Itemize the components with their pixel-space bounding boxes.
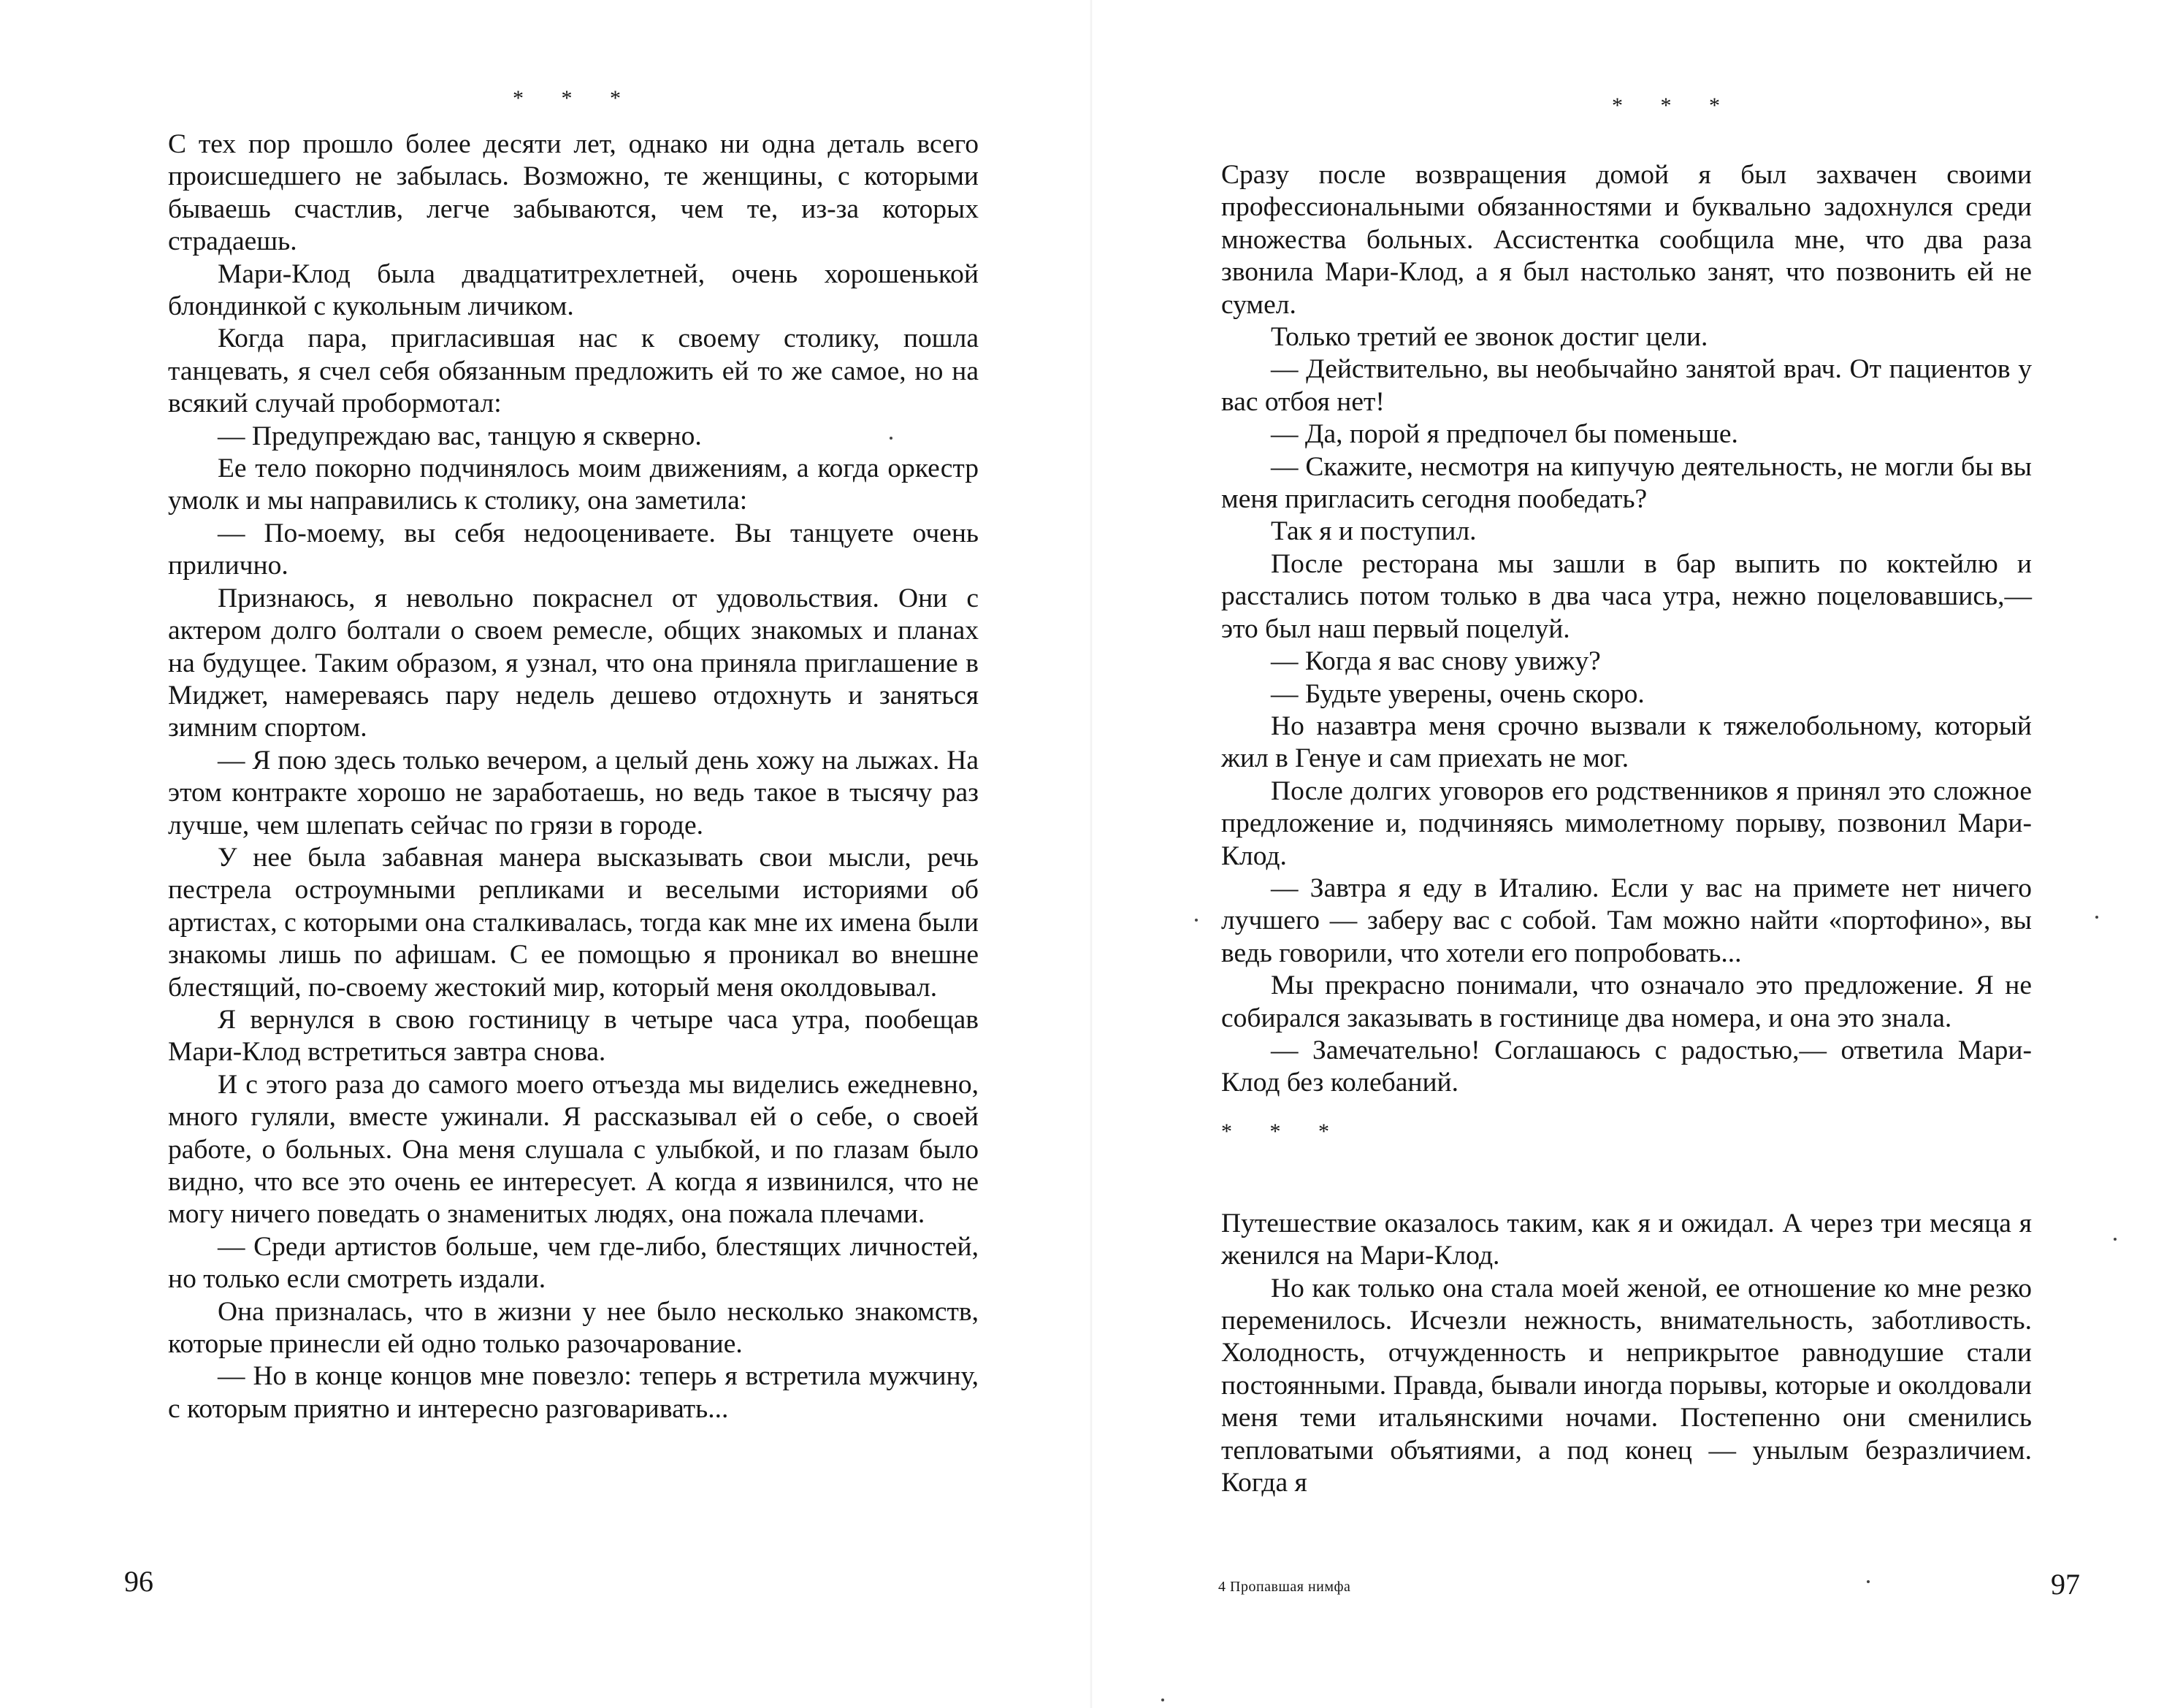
paragraph: Признаюсь, я невольно покраснел от удовольствия. Они с актером долго болтали о своем ремесле, общих знакомых и планах на будущее. Таким образом, я узнал, что она приняла приглашение в Миджет, намереваясь пару недель дешево отдохнуть и заняться зимним спортом. [168, 583, 979, 743]
scan-speck [2095, 916, 2098, 919]
paragraph: И с этого раза до самого моего отъезда мы виделись ежедневно, много гуляли, вместе ужинали. Я рассказывал ей о себе, о своей работе, о больных. Она меня слушала с улыбкой, и по глазам было видно, что все это очень ее интересует. А когда я извинился, что не могу ничего поведать о знаменитых людях, она пожала плечами. [168, 1069, 979, 1230]
dialogue-line: — Завтра я еду в Италию. Если у вас на примете нет ничего лучшего — заберу вас с собой. Там можно найти «портофино», вы ведь говорили, что хотели его попробовать... [1221, 873, 2032, 968]
printer-signature: 4 Пропавшая нимфа [1218, 1579, 1351, 1595]
paragraph: Я вернулся в свою гостиницу в четыре часа утра, пообещав Мари-Клод встретиться завтра снова. [168, 1004, 979, 1068]
scan-speck [1161, 1699, 1164, 1701]
section-separator: * * * [1612, 93, 1736, 118]
dialogue-line: — Скажите, несмотря на кипучую деятельность, не могли бы вы меня пригласить сегодня пообедать? [1221, 451, 2032, 515]
paragraph: После долгих уговоров его родственников я принял это сложное предложение и, подчиняясь мимолетному порыву, позвонил Мари-Клод. [1221, 776, 2032, 871]
right-text-column [1221, 159, 2032, 1499]
paragraph: После ресторана мы зашли в бар выпить по коктейлю и расстались потом только в два часа утра, нежно поцеловавшись,— это был наш первый поцелуй. [1221, 548, 2032, 644]
paragraph: Так я и поступил. [1271, 516, 1477, 547]
left-page [0, 0, 1091, 1708]
dialogue-line: — Будьте уверены, очень скоро. [1271, 678, 1645, 709]
scan-speck [890, 437, 892, 440]
dialogue-line: — Среди артистов больше, чем где-либо, блестящих личностей, но только если смотреть издали. [168, 1231, 979, 1295]
dialogue-line: — Да, порой я предпочел бы поменьше. [1271, 419, 1738, 450]
right-page [1091, 0, 2183, 1708]
page-number: 97 [2051, 1568, 2080, 1601]
paragraph: Путешествие оказалось таким, как я и ожидал. А через три месяца я женился на Мари-Клод. [1221, 1208, 2032, 1271]
dialogue-line: — По-моему, вы себя недооцениваете. Вы танцуете очень прилично. [168, 518, 979, 581]
paragraph: Ее тело покорно подчинялось моим движениям, а когда оркестр умолк и мы направились к столику, она заметила: [168, 453, 979, 516]
paragraph: Мы прекрасно понимали, что означало это предложение. Я не собирался заказывать в гостинице два номера, и она это знала. [1221, 970, 2032, 1033]
scan-speck [2114, 1238, 2117, 1241]
dialogue-line: — Но в конце концов мне повезло: теперь я встретила мужчину, с которым приятно и интересно разговаривать... [168, 1361, 979, 1424]
paragraph: Когда пара, пригласившая нас к своему столику, пошла танцевать, я счел себя обязанным предложить ей то же самое, но на всякий случай пробормотал: [168, 323, 979, 419]
left-text-column [168, 129, 979, 1425]
scan-speck [1867, 1580, 1870, 1583]
paragraph: У нее была забавная манера высказывать свои мысли, речь пестрела остроумными репликами и веселыми историями об артистах, с которыми она сталкивалась, тогда как мне их имена были знакомы лишь по афишам. С ее помощью я проникал во внешне блестящий, по-своему жестокий мир, который меня околдовывал. [168, 842, 979, 1003]
paragraph: Но назавтра меня срочно вызвали к тяжелобольному, который жил в Генуе и сам приехать не мог. [1221, 711, 2032, 774]
paragraph: Только третий ее звонок достиг цели. [1271, 322, 1708, 353]
section-separator: * * * [513, 86, 637, 110]
page-number: 96 [124, 1565, 153, 1598]
scan-speck [1195, 919, 1198, 922]
paragraph: Но как только она стала моей женой, ее отношение ко мне резко переменилось. Исчезли нежность, внимательность, заботливость. Холодность, отчужденность и неприкрытое равнодушие стали постоянными. Правда, бывали иногда порывы, которые и околдовали меня теми итальянскими ночами. Постепенно они сменились тепловатыми объятиями, а под конец — унылым безразличием. Когда я [1221, 1273, 2032, 1498]
paragraph: Сразу после возвращения домой я был захвачен своими профессиональными обязанностями и буквально задохнулся среди множества больных. Ассистентка сообщила мне, что два раза звонила Мари-Клод, а я был настолько занят, что позвонить ей не сумел. [1221, 160, 2032, 320]
dialogue-line: — Я пою здесь только вечером, а целый день хожу на лыжах. На этом контракте хорошо не заработаешь, но ведь такое в тысячу раз лучше, чем шлепать сейчас по грязи в городе. [168, 745, 979, 840]
dialogue-line: — Предупреждаю вас, танцую я скверно. [218, 421, 702, 451]
paragraph: Мари-Клод была двадцатитрехлетней, очень хорошенькой блондинкой с кукольным личиком. [168, 259, 979, 322]
section-separator: * * * [1221, 1119, 1345, 1144]
dialogue-line: — Когда я вас снову увижу? [1271, 646, 1601, 677]
paragraph: Она призналась, что в жизни у нее было несколько знакомств, которые принесли ей одно только разочарование. [168, 1296, 979, 1360]
dialogue-line: — Замечательно! Соглашаюсь с радостью,— ответила Мари-Клод без колебаний. [1221, 1035, 2032, 1098]
dialogue-line: — Действительно, вы необычайно занятой врач. От пациентов у вас отбоя нет! [1221, 354, 2032, 417]
paragraph: С тех пор прошло более десяти лет, однако ни одна деталь всего происшедшего не забылась. Возможно, те женщины, с которыми бываешь счастлив, легче забываются, чем те, из-за которых страдаешь. [168, 129, 979, 257]
